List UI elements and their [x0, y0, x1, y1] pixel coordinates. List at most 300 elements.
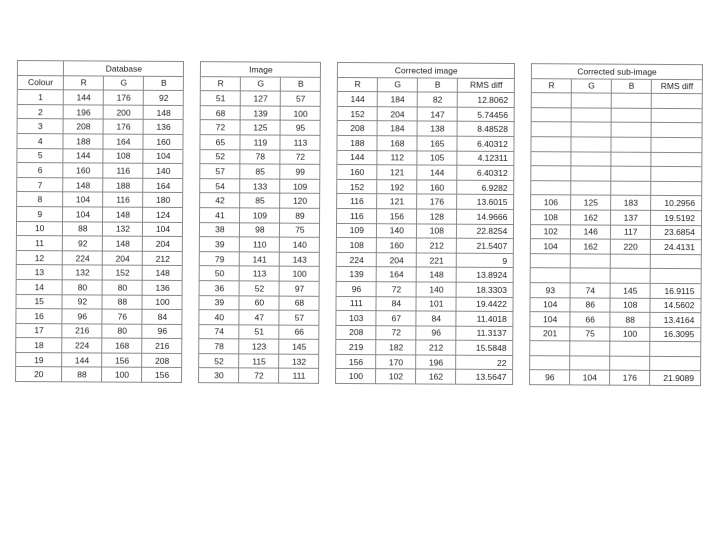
corrected-rms-cell: 11.4018	[456, 311, 513, 326]
database-g-cell: 200	[104, 105, 144, 120]
sub-image-r-cell: 104	[530, 297, 570, 312]
corrected-g-cell: 184	[377, 121, 417, 136]
database-r-cell: 216	[62, 323, 102, 338]
sub-image-r-cell	[531, 122, 571, 137]
corrected-b-cell: 160	[417, 180, 457, 195]
gap-cell	[183, 280, 200, 295]
corrected-b-cell: 108	[417, 223, 457, 238]
corrected-r-cell: 224	[337, 252, 377, 267]
corrected-rms-cell: 4.12311	[457, 151, 514, 166]
col-si-r: R	[531, 78, 571, 93]
image-g-cell: 85	[240, 164, 280, 179]
sub-image-r-cell	[531, 151, 571, 166]
group-image: Image	[201, 62, 321, 77]
gap-cell	[183, 222, 200, 237]
database-b-cell: 124	[143, 207, 183, 222]
gap-cell	[184, 120, 201, 135]
colour-comparison-table	[15, 60, 703, 384]
gap-cell	[319, 340, 336, 355]
data-table	[15, 60, 703, 386]
image-b-cell: 66	[279, 325, 319, 340]
gap-cell	[182, 295, 199, 310]
corrected-g-cell: 192	[377, 179, 417, 194]
sub-image-b-cell: 100	[610, 327, 650, 342]
database-r-cell: 144	[64, 90, 104, 105]
gap-cell	[514, 166, 531, 181]
sub-image-rms-cell	[651, 152, 702, 167]
corrected-g-cell: 168	[377, 136, 417, 151]
database-b-cell: 212	[143, 251, 183, 266]
image-g-cell: 119	[240, 135, 280, 150]
image-r-cell: 72	[200, 120, 240, 135]
gap-cell	[320, 267, 337, 282]
image-r-cell: 36	[199, 281, 239, 296]
sub-image-g-cell	[571, 122, 611, 137]
sub-image-b-cell	[611, 152, 651, 167]
colour-number-cell: 12	[16, 250, 62, 265]
database-g-cell: 204	[103, 251, 143, 266]
colour-number-cell: 1	[17, 90, 63, 105]
sub-image-g-cell	[571, 108, 611, 123]
image-r-cell: 74	[199, 324, 239, 339]
image-g-cell: 98	[240, 222, 280, 237]
corrected-rms-cell: 8.48528	[457, 122, 514, 137]
image-b-cell: 72	[280, 150, 320, 165]
gap-cell	[183, 178, 200, 193]
corrected-g-cell: 156	[377, 209, 417, 224]
corrected-rms-cell: 19.4422	[456, 297, 513, 312]
gap-cell	[513, 268, 530, 283]
corrected-g-cell: 140	[377, 223, 417, 238]
image-g-cell: 125	[240, 120, 280, 135]
corrected-b-cell: 138	[417, 121, 457, 136]
gap-cell	[184, 62, 201, 77]
gap-cell	[513, 326, 530, 341]
database-g-cell: 132	[103, 222, 143, 237]
database-g-cell: 80	[102, 280, 142, 295]
image-r-cell: 78	[199, 339, 239, 354]
sub-image-r-cell: 106	[531, 195, 571, 210]
gap-cell	[321, 106, 338, 121]
sub-image-g-cell: 104	[570, 370, 610, 385]
gap-cell	[514, 107, 531, 122]
gap-cell	[515, 64, 532, 79]
col-img-g: G	[241, 76, 281, 91]
database-b-cell: 136	[142, 280, 182, 295]
sub-image-rms-cell	[651, 167, 702, 182]
sub-image-b-cell	[610, 254, 650, 269]
gap-cell	[514, 137, 531, 152]
corrected-r-cell: 116	[337, 208, 377, 223]
corrected-g-cell: 204	[377, 106, 417, 121]
sub-image-rms-cell	[651, 137, 702, 152]
corrected-g-cell: 112	[377, 150, 417, 165]
colour-number-cell: 5	[17, 148, 63, 163]
corrected-g-cell: 204	[377, 252, 417, 267]
database-g-cell: 176	[103, 119, 143, 134]
sub-image-b-cell: 183	[611, 195, 651, 210]
gap-cell	[183, 193, 200, 208]
gap-cell	[513, 370, 530, 385]
image-b-cell: 109	[280, 179, 320, 194]
gap-cell	[183, 237, 200, 252]
database-b-cell: 140	[143, 163, 183, 178]
colour-number-cell: 6	[17, 163, 63, 178]
sub-image-b-cell: 176	[610, 371, 650, 386]
sub-image-r-cell	[531, 180, 571, 195]
sub-image-r-cell: 102	[531, 224, 571, 239]
corrected-b-cell: 140	[416, 282, 456, 297]
gap-cell	[513, 355, 530, 370]
database-g-cell: 188	[103, 178, 143, 193]
corrected-r-cell: 109	[337, 223, 377, 238]
database-b-cell: 84	[142, 309, 182, 324]
image-b-cell: 143	[280, 252, 320, 267]
col-db-b: B	[144, 76, 184, 91]
gap-cell	[320, 208, 337, 223]
corrected-g-cell: 182	[376, 340, 416, 355]
sub-image-b-cell	[610, 341, 650, 356]
database-b-cell: 160	[143, 134, 183, 149]
corrected-rms-cell: 5.74456	[458, 107, 515, 122]
sub-image-g-cell: 162	[571, 210, 611, 225]
sub-image-g-cell: 146	[571, 224, 611, 239]
sub-image-b-cell	[611, 181, 651, 196]
colour-number-cell: 8	[17, 192, 63, 207]
gap-cell	[320, 281, 337, 296]
gap-cell	[320, 135, 337, 150]
database-b-cell: 156	[142, 368, 182, 383]
gap-cell	[183, 149, 200, 164]
gap-cell	[183, 134, 200, 149]
colour-number-cell: 2	[17, 104, 63, 119]
corrected-b-cell: 128	[417, 209, 457, 224]
image-b-cell: 111	[279, 369, 319, 384]
image-b-cell: 113	[280, 135, 320, 150]
database-r-cell: 96	[62, 309, 102, 324]
database-g-cell: 76	[102, 309, 142, 324]
database-b-cell: 136	[143, 120, 183, 135]
empty-cell	[17, 61, 63, 76]
gap-cell	[513, 341, 530, 356]
sub-image-g-cell: 86	[570, 297, 610, 312]
corrected-r-cell: 152	[337, 106, 377, 121]
sub-image-r-cell: 104	[531, 239, 571, 254]
corrected-rms-cell: 13.5647	[456, 370, 513, 385]
corrected-rms-cell: 22	[456, 355, 513, 370]
sub-image-r-cell	[531, 93, 571, 108]
colour-number-cell: 16	[16, 309, 62, 324]
gap-cell	[183, 207, 200, 222]
col-colour: Colour	[17, 75, 63, 90]
image-g-cell: 85	[240, 193, 280, 208]
sub-image-g-cell	[570, 356, 610, 371]
corrected-g-cell: 160	[377, 238, 417, 253]
image-g-cell: 133	[240, 179, 280, 194]
corrected-rms-cell: 15.5848	[456, 340, 513, 355]
gap-cell	[182, 324, 199, 339]
image-g-cell: 139	[241, 106, 281, 121]
sub-image-g-cell: 75	[570, 327, 610, 342]
corrected-b-cell: 147	[418, 107, 458, 122]
corrected-r-cell: 144	[338, 92, 378, 107]
sub-image-rms-cell	[651, 94, 702, 109]
gap-cell	[320, 165, 337, 180]
image-r-cell: 40	[199, 310, 239, 325]
database-r-cell: 132	[63, 265, 103, 280]
corrected-rms-cell: 13.6015	[457, 195, 514, 210]
col-ci-b: B	[418, 78, 458, 93]
corrected-b-cell: 165	[417, 136, 457, 151]
image-b-cell: 75	[280, 223, 320, 238]
sub-image-g-cell: 162	[571, 239, 611, 254]
sub-image-r-cell	[531, 166, 571, 181]
image-r-cell: 39	[200, 237, 240, 252]
gap-cell	[513, 312, 530, 327]
corrected-rms-cell: 9	[457, 253, 514, 268]
colour-number-cell: 13	[16, 265, 62, 280]
sub-image-b-cell	[611, 137, 651, 152]
gap-cell	[321, 77, 338, 92]
image-b-cell: 100	[280, 266, 320, 281]
sub-image-b-cell	[610, 268, 650, 283]
gap-cell	[320, 223, 337, 238]
corrected-g-cell: 164	[376, 267, 416, 282]
image-b-cell: 57	[279, 310, 319, 325]
corrected-r-cell: 100	[336, 369, 376, 384]
col-si-g: G	[572, 78, 612, 93]
corrected-b-cell: 96	[416, 326, 456, 341]
sub-image-rms-cell: 10.2956	[651, 196, 702, 211]
col-ci-r: R	[338, 77, 378, 92]
image-r-cell: 51	[201, 91, 241, 106]
database-b-cell: 100	[142, 295, 182, 310]
database-r-cell: 88	[62, 367, 102, 382]
image-b-cell: 99	[280, 164, 320, 179]
gap-cell	[183, 164, 200, 179]
corrected-g-cell: 67	[376, 311, 416, 326]
database-r-cell: 80	[62, 280, 102, 295]
sub-image-b-cell: 108	[610, 298, 650, 313]
image-b-cell: 97	[279, 281, 319, 296]
group-corrected-sub-image: Corrected sub-image	[532, 64, 703, 80]
image-r-cell: 57	[200, 164, 240, 179]
database-r-cell: 92	[63, 236, 103, 251]
sub-image-b-cell: 145	[610, 283, 650, 298]
corrected-rms-cell: 12.8062	[458, 92, 515, 107]
image-g-cell: 127	[241, 91, 281, 106]
sub-image-g-cell	[570, 268, 610, 283]
gap-cell	[515, 78, 532, 93]
gap-cell	[320, 179, 337, 194]
gap-cell	[319, 354, 336, 369]
colour-number-cell: 11	[16, 236, 62, 251]
corrected-b-cell: 148	[417, 267, 457, 282]
sub-image-rms-cell	[650, 342, 701, 357]
sub-image-b-cell: 88	[610, 312, 650, 327]
corrected-g-cell: 121	[377, 165, 417, 180]
corrected-rms-cell: 13.8924	[457, 268, 514, 283]
corrected-rms-cell: 6.40312	[457, 165, 514, 180]
corrected-r-cell: 208	[336, 325, 376, 340]
image-g-cell: 110	[240, 237, 280, 252]
sub-image-r-cell	[530, 253, 570, 268]
image-g-cell: 51	[239, 325, 279, 340]
corrected-g-cell: 72	[376, 282, 416, 297]
group-database: Database	[64, 61, 184, 76]
sub-image-rms-cell	[650, 269, 701, 284]
database-r-cell: 188	[63, 134, 103, 149]
database-g-cell: 164	[103, 134, 143, 149]
gap-cell	[184, 76, 201, 91]
gap-cell	[182, 339, 199, 354]
sub-image-g-cell	[570, 254, 610, 269]
sub-image-b-cell	[611, 93, 651, 108]
corrected-rms-cell: 6.9282	[457, 180, 514, 195]
image-r-cell: 41	[200, 208, 240, 223]
sub-image-rms-cell	[651, 181, 702, 196]
colour-number-cell: 3	[17, 119, 63, 134]
colour-number-cell: 14	[16, 279, 62, 294]
gap-cell	[515, 93, 532, 108]
image-g-cell: 109	[240, 208, 280, 223]
sub-image-b-cell: 117	[611, 225, 651, 240]
gap-cell	[321, 62, 338, 77]
sub-image-g-cell: 125	[571, 195, 611, 210]
image-g-cell: 123	[239, 339, 279, 354]
database-b-cell: 148	[143, 266, 183, 281]
gap-cell	[183, 251, 200, 266]
database-g-cell: 116	[103, 163, 143, 178]
image-r-cell: 54	[200, 178, 240, 193]
database-g-cell: 100	[102, 367, 142, 382]
col-db-r: R	[64, 75, 104, 90]
gap-cell	[320, 121, 337, 136]
database-r-cell: 208	[63, 119, 103, 134]
image-b-cell: 89	[280, 208, 320, 223]
database-b-cell: 104	[143, 149, 183, 164]
corrected-r-cell: 160	[337, 165, 377, 180]
gap-cell	[319, 325, 336, 340]
corrected-b-cell: 144	[417, 165, 457, 180]
image-b-cell: 140	[280, 237, 320, 252]
sub-image-b-cell	[611, 108, 651, 123]
image-g-cell: 113	[240, 266, 280, 281]
corrected-r-cell: 208	[337, 121, 377, 136]
gap-cell	[320, 150, 337, 165]
database-r-cell: 224	[62, 338, 102, 353]
gap-cell	[514, 224, 531, 239]
sub-image-b-cell	[610, 356, 650, 371]
gap-cell	[513, 297, 530, 312]
gap-cell	[319, 296, 336, 311]
gap-cell	[184, 91, 201, 106]
colour-number-cell: 9	[17, 206, 63, 221]
database-b-cell: 164	[143, 178, 183, 193]
image-g-cell: 141	[240, 252, 280, 267]
corrected-r-cell: 116	[337, 194, 377, 209]
sub-image-b-cell: 137	[611, 210, 651, 225]
gap-cell	[514, 195, 531, 210]
image-g-cell: 52	[239, 281, 279, 296]
sub-image-g-cell: 66	[570, 312, 610, 327]
corrected-b-cell: 82	[418, 92, 458, 107]
sub-image-g-cell	[571, 137, 611, 152]
sub-image-r-cell	[531, 107, 571, 122]
image-b-cell: 100	[281, 106, 321, 121]
corrected-rms-cell: 11.3137	[456, 326, 513, 341]
corrected-b-cell: 212	[417, 238, 457, 253]
image-b-cell: 132	[279, 354, 319, 369]
corrected-rms-cell: 6.40312	[457, 136, 514, 151]
sub-image-r-cell	[531, 137, 571, 152]
sub-image-rms-cell: 23.6854	[651, 225, 702, 240]
sub-image-r-cell	[530, 356, 570, 371]
corrected-r-cell: 139	[336, 267, 376, 282]
sub-image-rms-cell: 19.5192	[651, 210, 702, 225]
sub-image-g-cell	[571, 166, 611, 181]
database-g-cell: 108	[103, 149, 143, 164]
sub-image-rms-cell: 13.4164	[650, 312, 701, 327]
col-ci-g: G	[378, 77, 418, 92]
database-g-cell: 156	[102, 353, 142, 368]
database-b-cell: 96	[142, 324, 182, 339]
gap-cell	[320, 237, 337, 252]
gap-cell	[514, 122, 531, 137]
sub-image-rms-cell	[650, 356, 701, 371]
image-g-cell: 47	[239, 310, 279, 325]
image-g-cell: 60	[239, 295, 279, 310]
corrected-b-cell: 221	[417, 253, 457, 268]
sub-image-r-cell	[530, 341, 570, 356]
sub-image-rms-cell: 21.9089	[650, 371, 701, 386]
sub-image-b-cell	[611, 123, 651, 138]
image-g-cell: 78	[240, 149, 280, 164]
sub-image-g-cell	[571, 151, 611, 166]
corrected-r-cell: 96	[336, 281, 376, 296]
gap-cell	[184, 105, 201, 120]
database-b-cell: 216	[142, 339, 182, 354]
sub-image-rms-cell	[651, 108, 702, 123]
col-ci-rms: RMS diff	[458, 78, 515, 93]
corrected-r-cell: 144	[337, 150, 377, 165]
corrected-r-cell: 219	[336, 340, 376, 355]
colour-number-cell: 18	[16, 338, 62, 353]
image-r-cell: 65	[200, 135, 240, 150]
gap-cell	[514, 180, 531, 195]
sub-image-r-cell: 93	[530, 283, 570, 298]
corrected-g-cell: 84	[376, 296, 416, 311]
corrected-rms-cell: 18.3303	[456, 282, 513, 297]
sub-image-g-cell	[571, 93, 611, 108]
colour-number-cell: 20	[16, 367, 62, 382]
sub-image-rms-cell: 24.4131	[651, 239, 702, 254]
image-g-cell: 115	[239, 354, 279, 369]
database-g-cell: 80	[102, 324, 142, 339]
database-b-cell: 148	[144, 105, 184, 120]
corrected-b-cell: 84	[416, 311, 456, 326]
corrected-b-cell: 176	[417, 194, 457, 209]
gap-cell	[514, 151, 531, 166]
database-b-cell: 104	[143, 222, 183, 237]
gap-cell	[321, 92, 338, 107]
corrected-b-cell: 212	[416, 340, 456, 355]
colour-number-cell: 10	[16, 221, 62, 236]
corrected-g-cell: 121	[377, 194, 417, 209]
gap-cell	[514, 209, 531, 224]
corrected-r-cell: 156	[336, 354, 376, 369]
database-g-cell: 148	[103, 236, 143, 251]
